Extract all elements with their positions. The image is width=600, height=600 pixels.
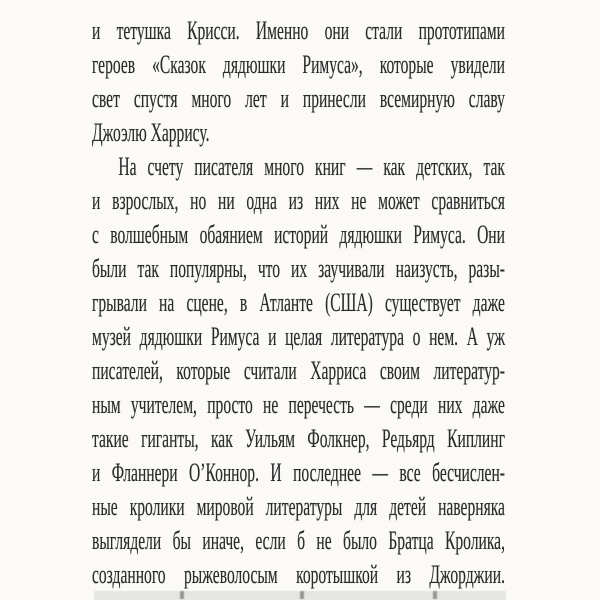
text-line: писателей, которые считали Харриса своим литератур- — [92, 356, 505, 385]
text-line: созданного рыжеволосым коротышкой из Джорджии. — [92, 560, 505, 589]
text-line: и тетушка Крисси. Именно они стали прототипами — [92, 16, 505, 45]
text-line: ные кролики мировой литературы для детей наверняка — [92, 492, 505, 521]
text-line: выглядели бы иначе, если б не было Братца Кролика, — [92, 526, 505, 555]
body-text — [92, 14, 505, 592]
text-line-paragraph-end: Джоэлю Харрису. — [92, 118, 210, 147]
text-line: грывали на сцене, в Атланте (США) существует даже — [92, 288, 505, 317]
text-line: и Фланнери О’Коннор. И последнее — все бесчислен- — [92, 458, 505, 487]
text-line: музей дядюшки Римуса и целая литература о нем. А уж — [92, 322, 505, 351]
cutoff-next-line-ascender — [433, 591, 437, 599]
text-line: были так популярны, что их заучивали наизусть, разы- — [92, 254, 505, 283]
text-line: ным учителем, просто не перечесть — среди них даже — [92, 390, 505, 419]
text-line: героев «Сказок дядюшки Римуса», которые увидели — [92, 50, 505, 79]
text-line: свет спустя много лет и принесли всемирную славу — [92, 84, 505, 113]
cutoff-next-line-ascender — [180, 591, 184, 599]
text-line: с волшебным обаянием историй дядюшки Римуса. Они — [92, 220, 505, 249]
text-line: такие гиганты, как Уильям Фолкнер, Редьярд Киплинг — [92, 424, 505, 453]
text-line-paragraph-start: На счету писателя много книг — как детских, так — [118, 152, 505, 181]
cutoff-next-line-ascender — [300, 591, 304, 599]
text-line: и взрослых, но ни одна из них не может сравниться — [92, 186, 505, 215]
